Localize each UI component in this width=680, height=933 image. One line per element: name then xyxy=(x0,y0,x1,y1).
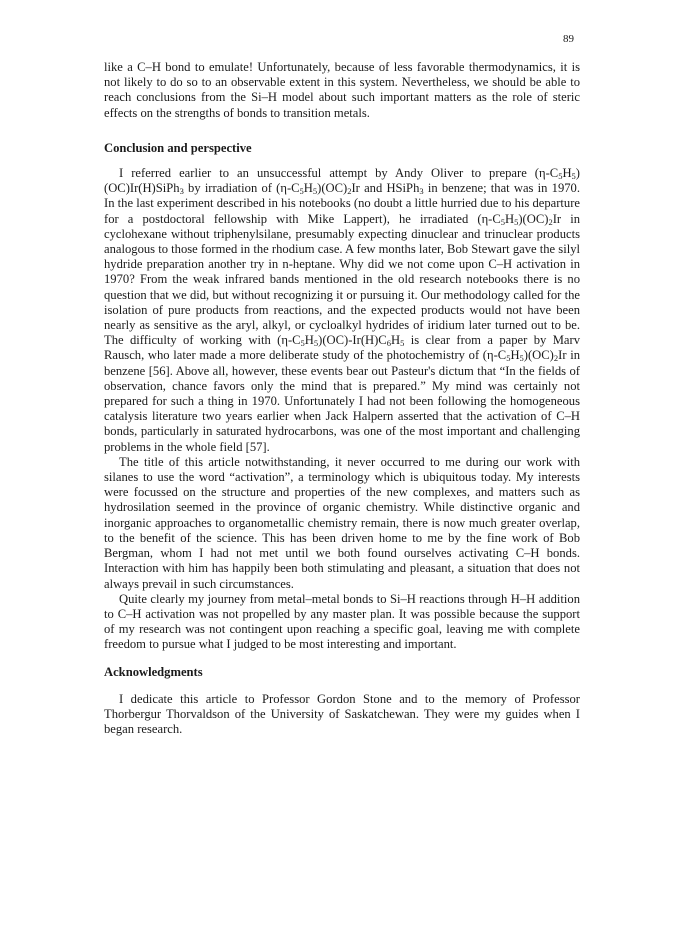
intro-paragraph: like a C–H bond to emulate! Unfortunately, because of less favorable thermodynamics, it is not likely to do so to an observable extent in this system. Nevertheless, we should be able to reach conclusions from the Si–H model about such important matters as the role of steric effects on the strengths of bonds to transition metals. xyxy=(104,60,580,120)
section-heading-acknowledgments: Acknowledgments xyxy=(104,664,203,679)
acknowledgments-paragraph: I dedicate this article to Professor Gordon Stone and to the memory of Professor Thorbergur Thorvaldson of the University of Saskatchewan. They were my guides when I began research. xyxy=(104,691,580,737)
article-body xyxy=(104,60,580,737)
section-heading-conclusion: Conclusion and perspective xyxy=(104,140,252,155)
paragraph-activation-terminology: The title of this article notwithstanding, it never occurred to me during our work with silanes to use the word “activation”, a terminology which is ubiquitous today. My interests were focussed on the structure and properties of the new complexes, and matters such as hydrosilation seemed in the province of organic chemistry. While distinctive organic and inorganic approaches to organometallic chemistry remain, there is now much greater overlap, to the benefit of the science. This has been driven home to me by the fine work of Bob Bergman, whom I had not met until we both found ourselves activating C–H bonds. Interaction with him has happily been both stimulating and pleasant, a situation that does not always prevail in such circumstances. xyxy=(104,454,580,591)
paragraph-c-h-history: I referred earlier to an unsuccessful attempt by Andy Oliver to prepare $(\eta-C_5H_5)(OC)Ir(H)SiPh_3$ by irradiation of $(\eta-C_5H_5)(OC)_2Ir$ and HSiPh$_3$ in benzene; that was in 1970. In the last experiment described in his notebooks (no doubt a little hurried due to his departure for a postdoctoral fellowship with Mike Lappert), he irradiated $(\eta-C_5H_5)(OC)_2Ir$ in cyclohexane without triphenylsilane, presumably expecting dinuclear and trinuclear products analogous to those formed in the rhodium case. A few months later, Bob Stewart gave the silyl hydride preparation another try in n-heptane. Why did we not come upon C–H activation in 1970? From the weak infrared bands mentioned in the old research notebooks there is no question that we did, but without recognizing it or pursuing it. Our methodology called for the isolation of pure products from reactions, and the expected products would not have been nearly as sensitive as the aryl, alkyl, or cycloalkyl hydrides of iridium later turned out to be. The difficulty of working with $(\eta-C_5H_5)(OC)-Ir(H)C_6H_5$ is clear from a paper by Marv Rausch, who later made a more deliberate study of the photochemistry of $(\eta-C_5H_5)(OC)_2Ir$ in benzene [56]. Above all, however, these events bear out Pasteur's dictum that “In the fields of observation, chance favors only the mind that is prepared.” My mind was certainly not prepared for such a thing in 1970. Unfortunately I had not been following the homogeneous catalysis literature two years earlier when Jack Halpern asserted that the activation of C–H bonds, particularly in saturated hydrocarbons, was one of the most important and challenging problems in the whole field [57]. xyxy=(104,166,581,454)
page-number: 89 xyxy=(563,33,574,45)
paragraph-journey: Quite clearly my journey from metal–metal bonds to Si–H reactions through H–H addition to C–H activation was not propelled by any master plan. It was possible because the support of my research was not contingent upon reaching a specific goal, leaving me with complete freedom to pursue what I judged to be most interesting and important. xyxy=(104,591,580,652)
